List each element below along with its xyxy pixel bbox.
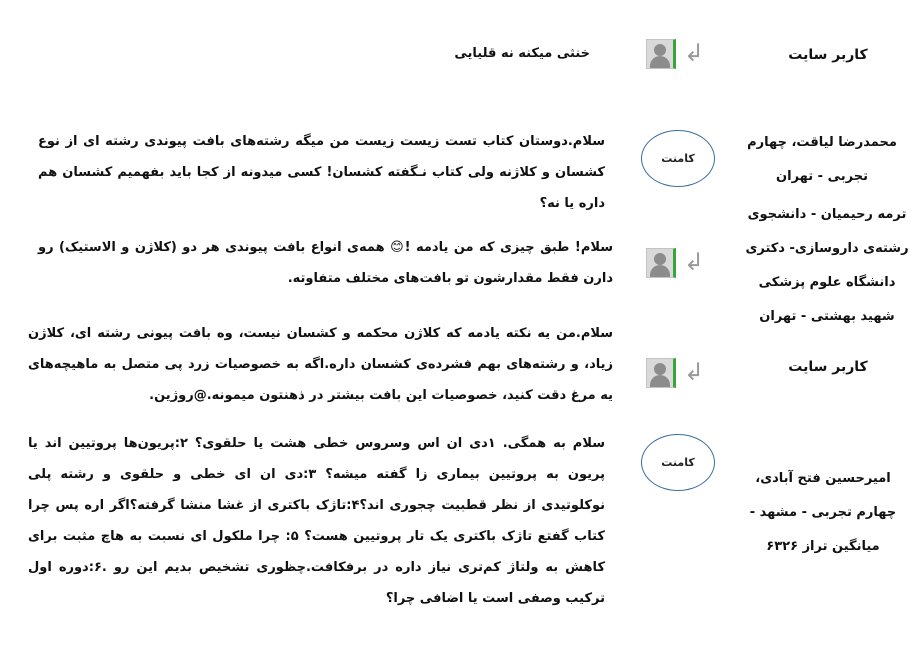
comment-text: خنثی میکنه نه قلیایی [454,46,590,61]
comment-badge: کامنت [641,130,715,187]
comment-author: کاربر سایت [788,359,868,375]
reply-arrow-icon: ↲ [684,39,705,67]
reply-indicator [646,248,705,278]
comment-text: سلام.دوستان کتاب تست زیست زیست من میگه رشته‌های بافت پیوندی رشته ای از نوع کشسان و کلاژنه ولی کتاب نـگفته کشسان! کسی میدونه از کجا باید بفهمیم کشسان هم داره یا نه؟ [38,134,605,211]
comment-author: امیرحسین فتح آبادی، چهارم تجربی - مشهد - میانگین تراز ۶۳۲۶ [749,471,897,554]
comment-author: کاربر سایت [788,47,868,63]
comment-text: سلام! طبق چیزی که من یادمه !😊 همه‌ی انواع بافت پیوندی هر دو (کلاژن و الاستیک) رو دارن فقط مقدارشون تو بافت‌های مختلف متفاوته. [38,240,613,286]
comment-author: ترمه رحیمیان - دانشجوی رشته‌ی داروسازی- دکتری دانشگاه علوم پزشکی شهید بهشتی - تهران [745,207,909,324]
reply-arrow-icon: ↲ [684,358,705,386]
comment-text: سلام.من یه نکته یادمه که کلاژن محکمه و کشسان نیست، وه بافت پیونی رشته ای، کلاژن زیاد، و رشته‌های بهم فشرده‌ی کشسان داره.اگه به خصوصیات زرد پی متصل به ماهیچه‌های یه مرغ دقت کنید، خصوصیات این بافت بیشتر در ذهنتون میمونه.@روژین. [28,326,613,403]
avatar [646,358,676,388]
comment-author: محمدرضا لیاقت، چهارم تجربی - تهران [747,135,897,184]
reply-indicator [646,39,705,69]
reply-arrow-icon: ↲ [684,248,705,276]
avatar [646,39,676,69]
comment-badge: کامنت [641,434,715,491]
reply-indicator [646,358,705,388]
comment-text: سلام به همگی. ۱دی ان اس وسروس خطی هشت یا حلقوی؟ ۲:پریون‌ها پروتیین اند یا پریون به پروتیین بیماری زا گفته میشه؟ ۳:دی ان ای خطی و حلقوی و رشته پلی نوکلوتیدی از نظر قطبیت چجوری اند؟۴:تاژک باکتری از غشا منشا گرفته؟اگر اره پس چرا کتاب گفتع تاژک باکتری یک تار پروتیین هست؟ ۵: چرا ملکول ای نسبت به هاچ مثبت برای کاهش به ولتاژ کم‌تری نیاز داره در برفکافت.چظوری تشخیص بدیم این رو .۶:دوره اول ترکیب وصفی است یا اضافی چرا؟ [28,436,606,606]
avatar [646,248,676,278]
